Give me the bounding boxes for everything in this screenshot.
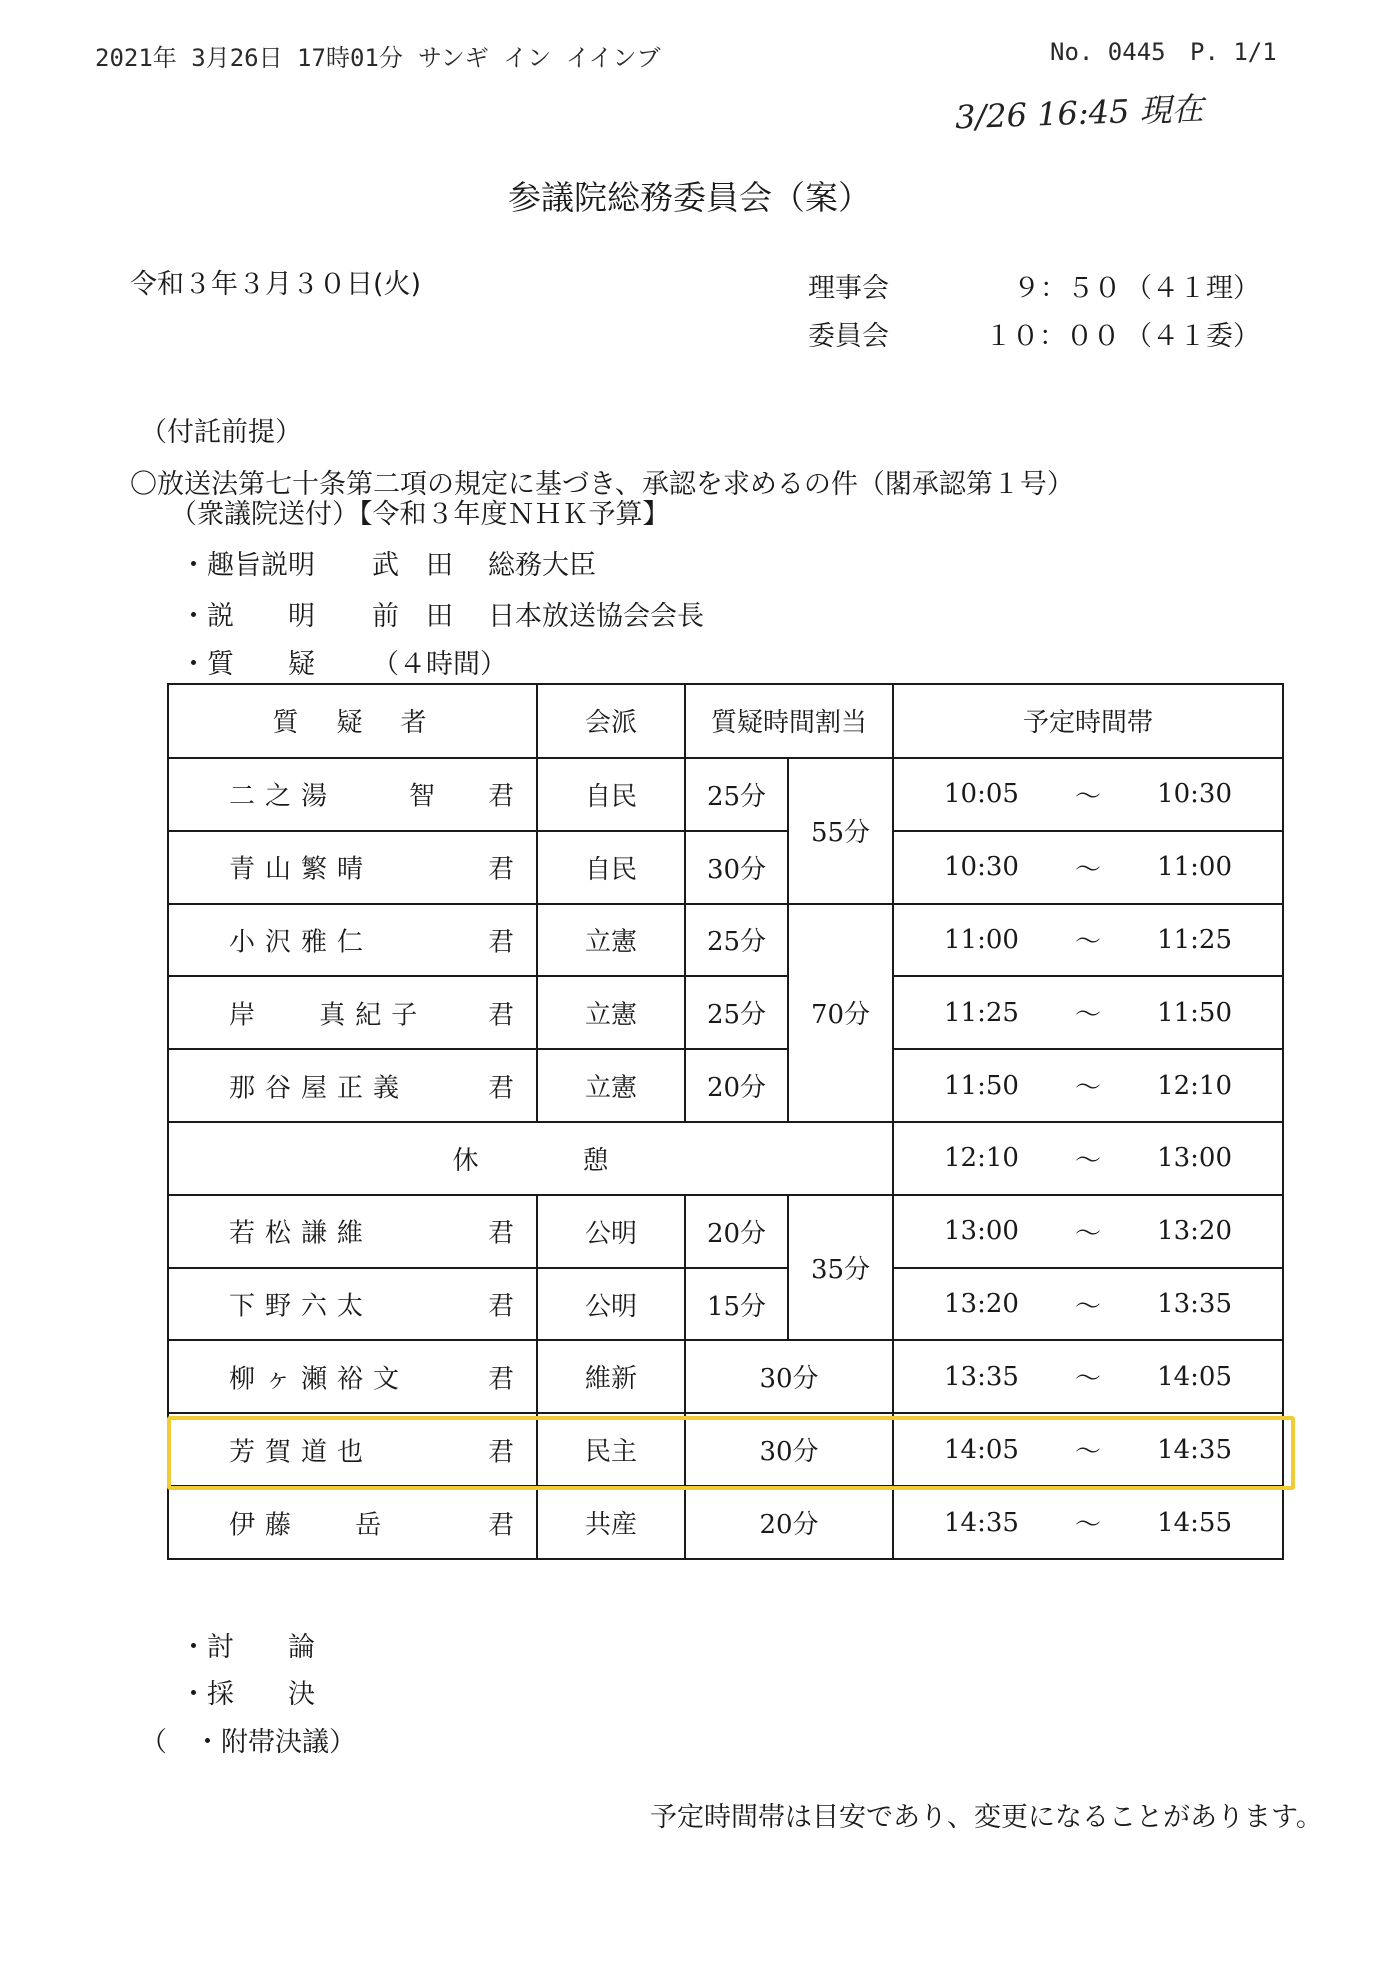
range-separator: ～ xyxy=(1075,854,1102,885)
end-time: 10:30 xyxy=(1157,779,1232,810)
end-time: 14:35 xyxy=(1157,1434,1232,1465)
header-party: 会派 xyxy=(537,684,685,758)
group-total-cell: 55分 xyxy=(788,758,893,904)
page-title: 参議院総務委員会（案） xyxy=(508,178,871,217)
range-separator: ～ xyxy=(1075,927,1102,958)
end-time: 13:00 xyxy=(1157,1143,1232,1174)
fax-number: No. 0445 xyxy=(1050,38,1166,66)
meeting-name-2: 委員会 xyxy=(808,321,889,352)
group-total-cell: 35分 xyxy=(788,1195,893,1341)
start-time: 10:30 xyxy=(944,852,1019,883)
handwritten-note: 3/26 16:45 現在 xyxy=(954,89,1205,137)
minutes-cell: 20分 xyxy=(685,1486,893,1559)
meeting-date: 令和３年３月３０日(火) xyxy=(130,269,422,300)
premise-note: （付託前提） xyxy=(140,417,302,448)
range-separator: ～ xyxy=(1075,781,1102,812)
party-cell: 民主 xyxy=(537,1413,685,1486)
questioner-name: 芳賀道也 xyxy=(229,1437,374,1468)
range-separator: ～ xyxy=(1075,1291,1102,1322)
party-cell: 自民 xyxy=(537,831,685,904)
step-label-questions: ・質 疑 xyxy=(180,649,315,680)
meeting-room-1: （４１理） xyxy=(1125,273,1260,304)
table-header-row xyxy=(168,684,1283,758)
closing-resolution: （ ・附帯決議） xyxy=(140,1727,356,1758)
party-cell: 立憲 xyxy=(537,904,685,977)
questioner-name: 岸 真紀子 xyxy=(229,1000,428,1031)
start-time: 11:50 xyxy=(944,1070,1019,1101)
honorific: 君 xyxy=(487,781,514,812)
questioner-name: 若松謙維 xyxy=(229,1218,374,1249)
break-row xyxy=(168,1122,1283,1195)
table-row xyxy=(168,758,1283,831)
table-row xyxy=(168,904,1283,977)
agenda-item-line1: 〇放送法第七十条第二項の規定に基づき、承認を求めるの件（閣承認第１号） xyxy=(130,469,1074,500)
honorific: 君 xyxy=(487,1364,514,1395)
start-time: 13:20 xyxy=(944,1289,1019,1320)
minutes-cell: 25分 xyxy=(685,758,788,831)
questioner-name: 青山繁晴 xyxy=(229,854,374,885)
range-separator: ～ xyxy=(1075,1364,1102,1395)
step-person-purpose: 武 田 xyxy=(372,550,453,581)
party-cell: 公明 xyxy=(537,1268,685,1341)
meeting-room-2: （４１委） xyxy=(1125,321,1260,352)
questioner-name: 伊藤 岳 xyxy=(229,1510,392,1541)
party-cell: 公明 xyxy=(537,1195,685,1268)
party-cell: 立憲 xyxy=(537,976,685,1049)
start-time: 13:35 xyxy=(944,1361,1019,1392)
end-time: 11:00 xyxy=(1157,852,1232,883)
start-time: 12:10 xyxy=(944,1143,1019,1174)
table-row xyxy=(168,1486,1283,1559)
table-row xyxy=(168,1195,1283,1268)
questioner-name: 下野六太 xyxy=(229,1291,374,1322)
questioner-name: 二之湯 智 xyxy=(229,781,446,812)
honorific: 君 xyxy=(487,1000,514,1031)
fax-sender: サンギ イン イインブ xyxy=(418,44,661,72)
footnote: 予定時間帯は目安であり、変更になることがあります。 xyxy=(650,1802,1323,1833)
table-row-highlighted xyxy=(168,1413,1283,1486)
start-time: 11:00 xyxy=(944,924,1019,955)
start-time: 14:05 xyxy=(944,1434,1019,1465)
end-time: 14:55 xyxy=(1157,1507,1232,1538)
honorific: 君 xyxy=(487,1291,514,1322)
step-note-questions: （４時間） xyxy=(372,649,507,680)
range-separator: ～ xyxy=(1075,1145,1102,1176)
meeting-name-1: 理事会 xyxy=(808,273,889,304)
party-cell: 自民 xyxy=(537,758,685,831)
range-separator: ～ xyxy=(1075,1000,1102,1031)
start-time: 14:35 xyxy=(944,1507,1019,1538)
end-time: 13:20 xyxy=(1157,1216,1232,1247)
step-person-explanation: 前 田 xyxy=(372,601,453,632)
start-time: 11:25 xyxy=(944,997,1019,1028)
range-separator: ～ xyxy=(1075,1073,1102,1104)
minutes-cell: 30分 xyxy=(685,1340,893,1413)
minutes-cell: 25分 xyxy=(685,904,788,977)
range-separator: ～ xyxy=(1075,1510,1102,1541)
minutes-cell: 25分 xyxy=(685,976,788,1049)
end-time: 12:10 xyxy=(1157,1070,1232,1101)
party-cell: 立憲 xyxy=(537,1049,685,1122)
group-total-cell: 70分 xyxy=(788,904,893,1122)
minutes-cell: 30分 xyxy=(685,1413,893,1486)
fax-page: P. 1/1 xyxy=(1190,38,1277,66)
fax-datetime: 2021年 3月26日 17時01分 xyxy=(95,44,403,72)
honorific: 君 xyxy=(487,1073,514,1104)
honorific: 君 xyxy=(487,927,514,958)
meeting-time-1: ９：５０ xyxy=(1013,273,1121,304)
party-cell: 維新 xyxy=(537,1340,685,1413)
honorific: 君 xyxy=(487,854,514,885)
table-row xyxy=(168,1340,1283,1413)
step-label-explanation: ・説 明 xyxy=(180,601,315,632)
table-row xyxy=(168,1268,1283,1341)
honorific: 君 xyxy=(487,1510,514,1541)
break-label: 休 憩 xyxy=(168,1122,893,1195)
end-time: 11:25 xyxy=(1157,924,1232,955)
minutes-cell: 20分 xyxy=(685,1195,788,1268)
table-row xyxy=(168,976,1283,1049)
honorific: 君 xyxy=(487,1218,514,1249)
closing-debate: ・討 論 xyxy=(180,1632,315,1663)
closing-vote: ・採 決 xyxy=(180,1679,315,1710)
header-questioner: 質 疑 者 xyxy=(168,684,537,758)
minutes-cell: 15分 xyxy=(685,1268,788,1341)
questioner-name: 柳ヶ瀬裕文 xyxy=(229,1364,410,1395)
minutes-cell: 20分 xyxy=(685,1049,788,1122)
range-separator: ～ xyxy=(1075,1218,1102,1249)
header-time-allocation: 質疑時間割当 xyxy=(685,684,893,758)
header-time-slot: 予定時間帯 xyxy=(893,684,1283,758)
table-row xyxy=(168,831,1283,904)
meeting-time-2: １０：００ xyxy=(985,321,1120,352)
end-time: 11:50 xyxy=(1157,997,1232,1028)
honorific: 君 xyxy=(487,1437,514,1468)
minutes-cell: 30分 xyxy=(685,831,788,904)
table-row xyxy=(168,1049,1283,1122)
start-time: 13:00 xyxy=(944,1216,1019,1247)
end-time: 14:05 xyxy=(1157,1361,1232,1392)
schedule-table xyxy=(167,683,1284,1560)
range-separator: ～ xyxy=(1075,1437,1102,1468)
end-time: 13:35 xyxy=(1157,1289,1232,1320)
step-label-purpose: ・趣旨説明 xyxy=(180,550,315,581)
step-role-purpose: 総務大臣 xyxy=(488,550,596,581)
questioner-name: 小沢雅仁 xyxy=(229,927,374,958)
start-time: 10:05 xyxy=(944,779,1019,810)
party-cell: 共産 xyxy=(537,1486,685,1559)
step-role-explanation: 日本放送協会会長 xyxy=(488,601,704,632)
questioner-name: 那谷屋正義 xyxy=(229,1073,410,1104)
agenda-item-line2: （衆議院送付）【令和３年度ＮＨＫ予算】 xyxy=(170,499,670,530)
